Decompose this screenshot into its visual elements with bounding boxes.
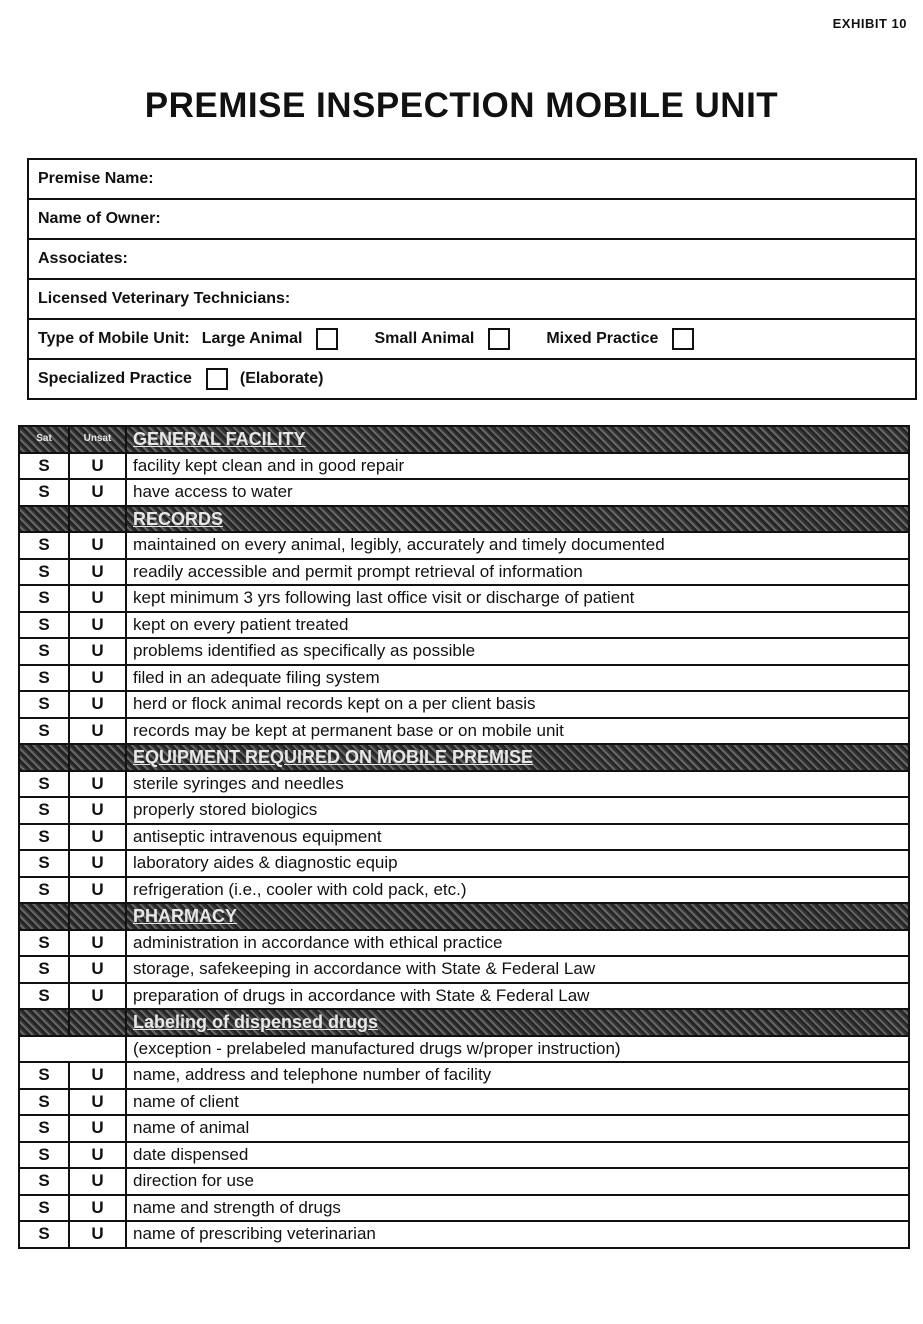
checklist-item: maintained on every animal, legibly, accurately and timely documented [126, 532, 909, 559]
satisfactory-option[interactable]: S [19, 1221, 69, 1248]
checklist-item: properly stored biologics [126, 797, 909, 824]
inspection-checklist [18, 425, 910, 1249]
checklist-item: name of client [126, 1089, 909, 1116]
satisfactory-option[interactable]: S [19, 665, 69, 692]
unsatisfactory-option[interactable]: U [69, 1115, 126, 1142]
satisfactory-option[interactable]: S [19, 691, 69, 718]
page-title: PREMISE INSPECTION MOBILE UNIT [144, 86, 779, 125]
checklist-item: antiseptic intravenous equipment [126, 824, 909, 851]
unsatisfactory-option[interactable]: U [69, 983, 126, 1010]
satisfactory-option[interactable]: S [19, 559, 69, 586]
section-header [19, 1009, 909, 1036]
unsatisfactory-option[interactable]: U [69, 585, 126, 612]
unsat-column-header [69, 744, 126, 771]
mixed-practice-label: Mixed Practice [546, 330, 659, 347]
checklist-row [19, 1115, 909, 1142]
checklist-row [19, 1221, 909, 1248]
satisfactory-option[interactable]: S [19, 956, 69, 983]
checklist-item: storage, safekeeping in accordance with State & Federal Law [126, 956, 909, 983]
checklist-item: preparation of drugs in accordance with State & Federal Law [126, 983, 909, 1010]
section-header [19, 506, 909, 533]
unsatisfactory-option[interactable]: U [69, 612, 126, 639]
section-title: RECORDS [126, 506, 909, 533]
owner-name-field[interactable] [29, 200, 915, 240]
checklist-row [19, 665, 909, 692]
checklist-row [19, 718, 909, 745]
owner-name-label: Name of Owner: [38, 210, 161, 227]
premise-name-field[interactable] [29, 160, 915, 200]
checklist-row [19, 532, 909, 559]
unit-type-label: Type of Mobile Unit: [38, 330, 190, 347]
checklist-row [19, 638, 909, 665]
unsatisfactory-option[interactable]: U [69, 797, 126, 824]
satisfactory-option[interactable]: S [19, 585, 69, 612]
unsatisfactory-option[interactable]: U [69, 559, 126, 586]
section-title: PHARMACY [126, 903, 909, 930]
checklist-item: name and strength of drugs [126, 1195, 909, 1222]
unsatisfactory-option[interactable]: U [69, 638, 126, 665]
checklist-item: kept minimum 3 yrs following last office visit or discharge of patient [126, 585, 909, 612]
large-animal-checkbox[interactable] [316, 328, 338, 350]
unsatisfactory-option[interactable]: U [69, 956, 126, 983]
checklist-row [19, 1062, 909, 1089]
checklist-item: readily accessible and permit prompt retrieval of information [126, 559, 909, 586]
checklist-item: kept on every patient treated [126, 612, 909, 639]
satisfactory-option[interactable]: S [19, 479, 69, 506]
satisfactory-option[interactable]: S [19, 983, 69, 1010]
unsatisfactory-option[interactable]: U [69, 1168, 126, 1195]
section-title: EQUIPMENT REQUIRED ON MOBILE PREMISE [126, 744, 909, 771]
section-note: (exception - prelabeled manufactured drugs w/proper instruction) [126, 1036, 909, 1063]
unsat-column-header [69, 903, 126, 930]
checklist-row [19, 956, 909, 983]
unsatisfactory-option[interactable]: U [69, 850, 126, 877]
unsat-column-header: Unsat [69, 426, 126, 453]
checklist-item: direction for use [126, 1168, 909, 1195]
unsatisfactory-option[interactable]: U [69, 453, 126, 480]
satisfactory-option[interactable]: S [19, 1168, 69, 1195]
unsatisfactory-option[interactable]: U [69, 1089, 126, 1116]
checklist-row [19, 1195, 909, 1222]
section-header [19, 903, 909, 930]
section-header [19, 426, 909, 453]
satisfactory-option[interactable]: S [19, 771, 69, 798]
checklist-item: administration in accordance with ethical practice [126, 930, 909, 957]
checklist-item: facility kept clean and in good repair [126, 453, 909, 480]
unsatisfactory-option[interactable]: U [69, 665, 126, 692]
unsatisfactory-option[interactable]: U [69, 691, 126, 718]
checklist-row [19, 877, 909, 904]
unsat-column-header [69, 1009, 126, 1036]
unsatisfactory-option[interactable]: U [69, 479, 126, 506]
satisfactory-option[interactable]: S [19, 1089, 69, 1116]
associates-label: Associates: [38, 250, 128, 267]
specialized-row [29, 360, 915, 398]
checklist-item: sterile syringes and needles [126, 771, 909, 798]
section-title: GENERAL FACILITY [126, 426, 909, 453]
premise-name-label: Premise Name: [38, 170, 154, 187]
technicians-field[interactable] [29, 280, 915, 320]
satisfactory-option[interactable]: S [19, 850, 69, 877]
sat-column-header [19, 903, 69, 930]
unsatisfactory-option[interactable]: U [69, 824, 126, 851]
section-header [19, 744, 909, 771]
checklist-row [19, 1168, 909, 1195]
satisfactory-option[interactable]: S [19, 532, 69, 559]
unsat-column-header [69, 506, 126, 533]
checklist-row [19, 850, 909, 877]
checklist-row [19, 612, 909, 639]
section-note-row [19, 1036, 909, 1063]
satisfactory-option[interactable]: S [19, 1062, 69, 1089]
unsatisfactory-option[interactable]: U [69, 930, 126, 957]
checklist-item: date dispensed [126, 1142, 909, 1169]
unsatisfactory-option[interactable]: U [69, 1142, 126, 1169]
satisfactory-option[interactable]: S [19, 1142, 69, 1169]
empty-cell [19, 1036, 126, 1063]
unsatisfactory-option[interactable]: U [69, 718, 126, 745]
checklist-item: problems identified as specifically as possible [126, 638, 909, 665]
checklist-row [19, 559, 909, 586]
satisfactory-option[interactable]: S [19, 638, 69, 665]
specialized-label: Specialized Practice [38, 370, 192, 387]
mixed-practice-checkbox[interactable] [672, 328, 694, 350]
checklist-row [19, 771, 909, 798]
satisfactory-option[interactable]: S [19, 1195, 69, 1222]
checklist-row [19, 983, 909, 1010]
sat-column-header [19, 744, 69, 771]
checklist-item: have access to water [126, 479, 909, 506]
checklist-item: refrigeration (i.e., cooler with cold pack, etc.) [126, 877, 909, 904]
sat-column-header [19, 506, 69, 533]
section-title: Labeling of dispensed drugs [126, 1009, 909, 1036]
checklist-item: name of prescribing veterinarian [126, 1221, 909, 1248]
checklist-item: name, address and telephone number of facility [126, 1062, 909, 1089]
checklist-item: name of animal [126, 1115, 909, 1142]
large-animal-label: Large Animal [201, 330, 303, 347]
satisfactory-option[interactable]: S [19, 1115, 69, 1142]
satisfactory-option[interactable]: S [19, 930, 69, 957]
premise-info-form [27, 158, 917, 400]
unit-type-row [29, 320, 915, 360]
associates-field[interactable] [29, 240, 915, 280]
satisfactory-option[interactable]: S [19, 877, 69, 904]
checklist-row [19, 824, 909, 851]
satisfactory-option[interactable]: S [19, 824, 69, 851]
satisfactory-option[interactable]: S [19, 453, 69, 480]
unsatisfactory-option[interactable]: U [69, 1221, 126, 1248]
satisfactory-option[interactable]: S [19, 718, 69, 745]
checklist-item: records may be kept at permanent base or on mobile unit [126, 718, 909, 745]
checklist-row [19, 585, 909, 612]
exhibit-label: EXHIBIT 10 [832, 16, 907, 31]
unsatisfactory-option[interactable]: U [69, 1062, 126, 1089]
checklist-row [19, 1089, 909, 1116]
specialized-checkbox[interactable] [206, 368, 228, 390]
sat-column-header [19, 1009, 69, 1036]
satisfactory-option[interactable]: S [19, 612, 69, 639]
sat-column-header: Sat [19, 426, 69, 453]
small-animal-label: Small Animal [374, 330, 475, 347]
unsatisfactory-option[interactable]: U [69, 532, 126, 559]
checklist-row [19, 691, 909, 718]
checklist-item: laboratory aides & diagnostic equip [126, 850, 909, 877]
checklist-item: herd or flock animal records kept on a per client basis [126, 691, 909, 718]
checklist-item: filed in an adequate filing system [126, 665, 909, 692]
elaborate-label: (Elaborate) [239, 370, 324, 387]
checklist-row [19, 453, 909, 480]
checklist-row [19, 930, 909, 957]
satisfactory-option[interactable]: S [19, 797, 69, 824]
unsatisfactory-option[interactable]: U [69, 771, 126, 798]
checklist-row [19, 1142, 909, 1169]
checklist-row [19, 797, 909, 824]
small-animal-checkbox[interactable] [488, 328, 510, 350]
technicians-label: Licensed Veterinary Technicians: [38, 290, 291, 307]
unsatisfactory-option[interactable]: U [69, 1195, 126, 1222]
unsatisfactory-option[interactable]: U [69, 877, 126, 904]
checklist-row [19, 479, 909, 506]
